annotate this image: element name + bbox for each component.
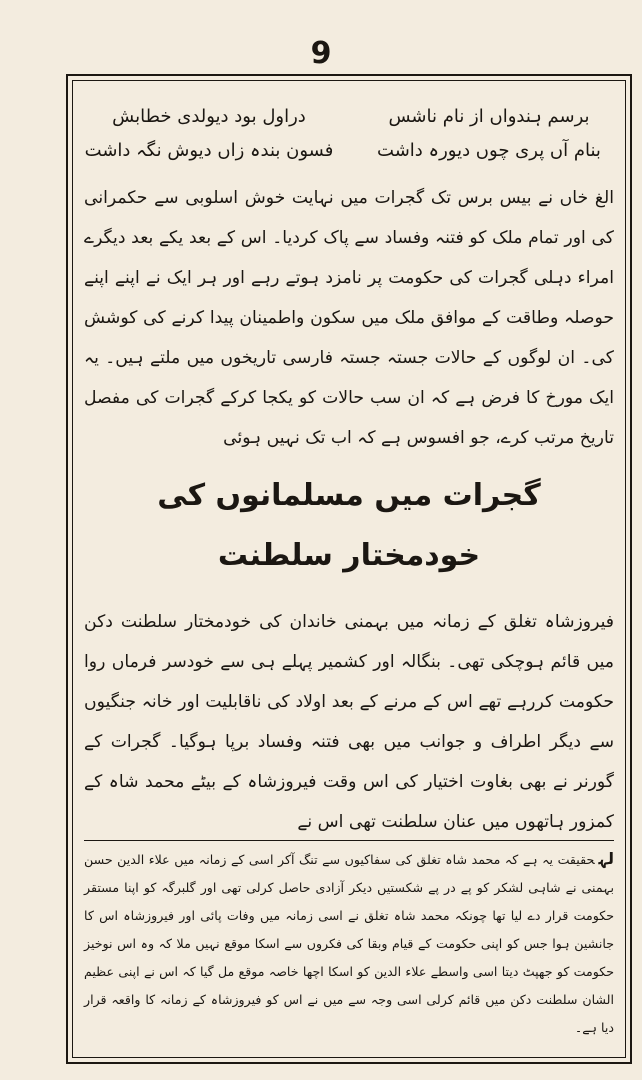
page-body (84, 92, 614, 850)
section-paragraph: فیروزشاہ تغلق کے زمانہ میں بہمنی خاندان کی خودمختار سلطنت دکن میں قائم ہوچکی تھی۔ بنگالہ اور کشمیر پہلے ہی سے خودسر فرماں روا حکومت کررہے تھے اس کے مرنے کے بعد اولاد کی ناقابلیت اور خانہ جنگیوں سے دیگر اطراف و جوانب میں بھی فتنہ وفساد برپا ہوگیا۔ گجرات کے گورنر نے بھی بغاوت اختیار کی اس وقت فیروزشاہ کے بیٹے محمد شاہ کے کمزور ہاتھوں میں عنان سلطنت تھی اس نے (84, 612, 614, 832)
footnote-text: حقیقت یہ ہے کہ محمد شاہ تغلق کی سفاکیوں سے تنگ آکر اسی کے زمانہ میں علاء الدین حسن بہمنی نے شاہی لشکر کو پے در پے شکستیں دیکر آزادی حاصل کرلی تھی اور گلبرگہ کو اپنا مستقر حکومت قرار دے لیا تھا چونکہ محمد شاہ تغلق نے اسی زمانہ میں وفات پائی اور فیروزشاہ اس کا جانشین ہوا جس کو اپنی حکومت کے قیام وبقا کی فکروں سے اسکا موقع نہیں ملا کہ وہ اس نوخیز حکومت کو جھپٹ دیتا اسی واسطے علاء الدین کو اسکا اچھا خاصہ موقع مل گیا کہ اس نے اپنی عظیم الشان سلطنت دکن میں قائم کرلی اسی وجہ سے میں نے اس کو فیروزشاہ کے زمانہ کا واقعہ قرار دیا ہے۔ (84, 852, 614, 1035)
footnote-marker: لہ (598, 849, 614, 868)
verse-line: بنام آں پری چوں دیورہ داشت (377, 140, 601, 161)
verse-line: فسون بندہ زاں دیوش نگہ داشت (84, 140, 334, 161)
footnote-divider (84, 840, 614, 841)
footnote-block (84, 840, 614, 1042)
footnote (84, 845, 614, 1042)
section-heading: گجرات میں مسلمانوں کی خودمختار سلطنت (157, 478, 541, 573)
verse-line: برسم ہندواں از نام ناشس (388, 106, 590, 127)
intro-paragraph: الغ خاں نے بیس برس تک گجرات میں نہایت خوش اسلوبی سے حکمرانی کی اور تمام ملک کو فتنہ وفساد سے پاک کردیا۔ اس کے بعد یکے بعد دیگرے امراء دہلی گجرات کی حکومت پر نامزد ہوتے رہے اور ہر ایک نے اپنے اپنے حوصلہ وطاقت کے موافق ملک میں سکون واطمینان پیدا کرنے کی کوشش کی۔ ان لوگوں کے حالات جستہ جستہ فارسی تاریخوں میں ملتے ہیں۔ یہ ایک مورخ کا فرض ہے کہ ان سب حالات کو یکجا کرکے گجرات کی مفصل تاریخ مرتب کرے، جو افسوس ہے کہ اب تک نہیں ہوئی (84, 188, 614, 448)
page-number: 9 (310, 36, 332, 71)
persian-verse (84, 100, 614, 168)
verse-line: دراول بود دیولدی خطابش (112, 106, 306, 127)
